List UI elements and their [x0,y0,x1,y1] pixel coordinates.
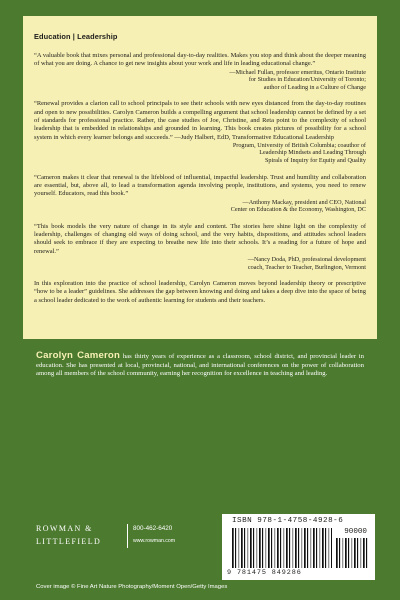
barcode-bar [339,538,340,568]
barcode-bar [277,528,279,568]
barcode-bar [266,528,267,568]
barcode-digits: 9 781475 849286 [227,569,302,577]
barcode-bar [250,528,252,568]
barcode-bar [311,528,312,568]
barcode-bar [325,528,326,568]
review-attribution [34,142,366,165]
price-barcode-icon [336,538,368,568]
barcode-bar [253,528,254,568]
price-code: 90000 [344,528,367,536]
barcode-bar [336,538,338,568]
review-quote-3 [34,174,366,214]
barcode-bar [284,528,285,568]
publisher-logo [36,524,126,546]
review-attribution [34,256,366,271]
barcode-bar [302,528,303,568]
review-text: “Renewal provides a clarion call to school principals to see their schools with new eyes distanced from the day-to-day routines and open to new possibilities. Carolyn Cameron builds a compelling argument that school leadership cannot be defined by a set of standards for professional practice. Rather, the case studies of Joe, Christine, and Reta point to the complexity of school leadership that is embedded in relationships and grounded in learning. This book creates pictures of possibility for a school system in which every learner belongs and succeeds.” —Judy Halbert, EdD, Transformative Educational Leadership [34,100,366,141]
barcode-bar [366,538,367,568]
attribution-line: for Studies in Education/University of Toronto; [248,76,366,84]
barcode-bar [322,528,324,568]
barcode-bar [286,528,288,568]
barcode-bar [262,528,263,568]
publisher-website: www.rowman.com [133,538,176,544]
review-attribution [34,69,366,92]
barcode-bar [244,528,245,568]
attribution-line: Spirals of Inquiry for Equity and Quality [264,157,366,165]
barcode-bar [235,528,236,568]
barcode-bar [313,528,315,568]
barcode-bar [241,528,243,568]
review-quote-4 [34,223,366,271]
attribution-line: Leadership Mindsets and Leading Through [259,149,366,157]
barcode-bar [259,528,261,568]
publisher-divider [127,524,128,548]
barcode-bar [307,528,308,568]
publisher-contact [133,525,175,544]
attribution-line: —Anthony Mackay, president and CEO, National [242,198,366,206]
barcode-bar [293,528,294,568]
reviews-panel [23,16,377,339]
publisher-phone: 800-462-6420 [133,525,173,532]
barcode-bar [257,528,258,568]
barcode-bar [295,528,297,568]
barcode-bar [275,528,276,568]
barcode-bar [343,538,344,568]
publisher-name-line1: ROWMAN & [36,524,93,533]
barcode-bar [348,538,349,568]
review-text: “A valuable book that mixes personal and professional day-to-day realities. Makes you stop and think about the deeper meaning of what you are doing. A chance to get new insights about your work and life in leading educational change.” [34,52,366,68]
review-quote-1 [34,52,366,91]
author-bio [36,352,364,379]
barcode-bar [304,528,306,568]
barcode-bar [316,528,317,568]
attribution-line: author of Leading in a Culture of Change [263,83,366,91]
barcode-bar [268,528,270,568]
barcode-bar [357,538,358,568]
publisher-name-line2: LITTLEFIELD [36,537,102,546]
author-bio-text: has thirty years of experience as a classroom, school district, and provincial leader in education. She has presented at local, provincial, national, and international conferences on the power of collaboration among all members of the school community, earning her recognition for excellence in teaching and leading. [36,353,365,378]
barcode-bar [248,528,249,568]
barcode-bar [271,528,272,568]
review-attribution [34,199,366,214]
barcode-bar [331,528,332,568]
barcode-icon [232,528,332,568]
book-description: In this exploration into the practice of school leadership, Carolyn Cameron moves beyond leadership theory or prescriptive “how to be a leader” guidelines. She addresses the gap between knowing and doing and takes a deep dive into the space of being a school leader dedicated to the work of authentic learning for students and their teachers. [34,280,366,304]
review-quote-2 [34,100,366,164]
attribution-line: coach, Teacher to Teacher, Burlington, Vermont [247,263,366,271]
barcode-bar [345,538,347,568]
barcode-bar [329,528,330,568]
barcode-bar [280,528,281,568]
category-label: Education | Leadership [34,32,118,41]
isbn-label: ISBN 978-1-4758-4928-6 [232,517,344,525]
barcode-bar [320,528,321,568]
review-text: “Cameron makes it clear that renewal is the lifeblood of influential, impactful leadership. Trust and humility and collaboration are essential, but, above all, to lead a transformation agenda involving people, institutions, and systems, you need to renew yourself. Educators, read this book.” [34,173,366,198]
attribution-line: Program, University of British Columbia; coauthor of [232,141,366,149]
barcode-bar [289,528,290,568]
author-name: Carolyn Cameron [36,350,121,361]
attribution-line: —Nancy Doda, PhD, professional development [247,255,366,263]
review-text: “This book models the very nature of change in its style and content. The stories here shine light on the complexity of leadership, challenges of changing old ways of doing school, and the very habits, dispositions, and attitudes school leaders should seek to embrace if they are expecting to breathe new life into their schools. It’s a reading for a future of hope and renewal.” [34,222,366,255]
barcode-bar [232,528,234,568]
barcode-bar [352,538,353,568]
barcode-bar [363,538,365,568]
attribution-line: —Michael Fullan, professor emeritus, Ontario Institute [229,68,366,76]
barcode-bar [239,528,240,568]
attribution-line: Center on Education & the Economy, Washington, DC [230,206,366,214]
barcode-bar [298,528,299,568]
barcode-bar [354,538,356,568]
barcode-bar [361,538,362,568]
barcode-box [222,514,375,580]
cover-image-credit: Cover image © Fine Art Nature Photography/Moment Open/Getty Images [36,584,228,590]
